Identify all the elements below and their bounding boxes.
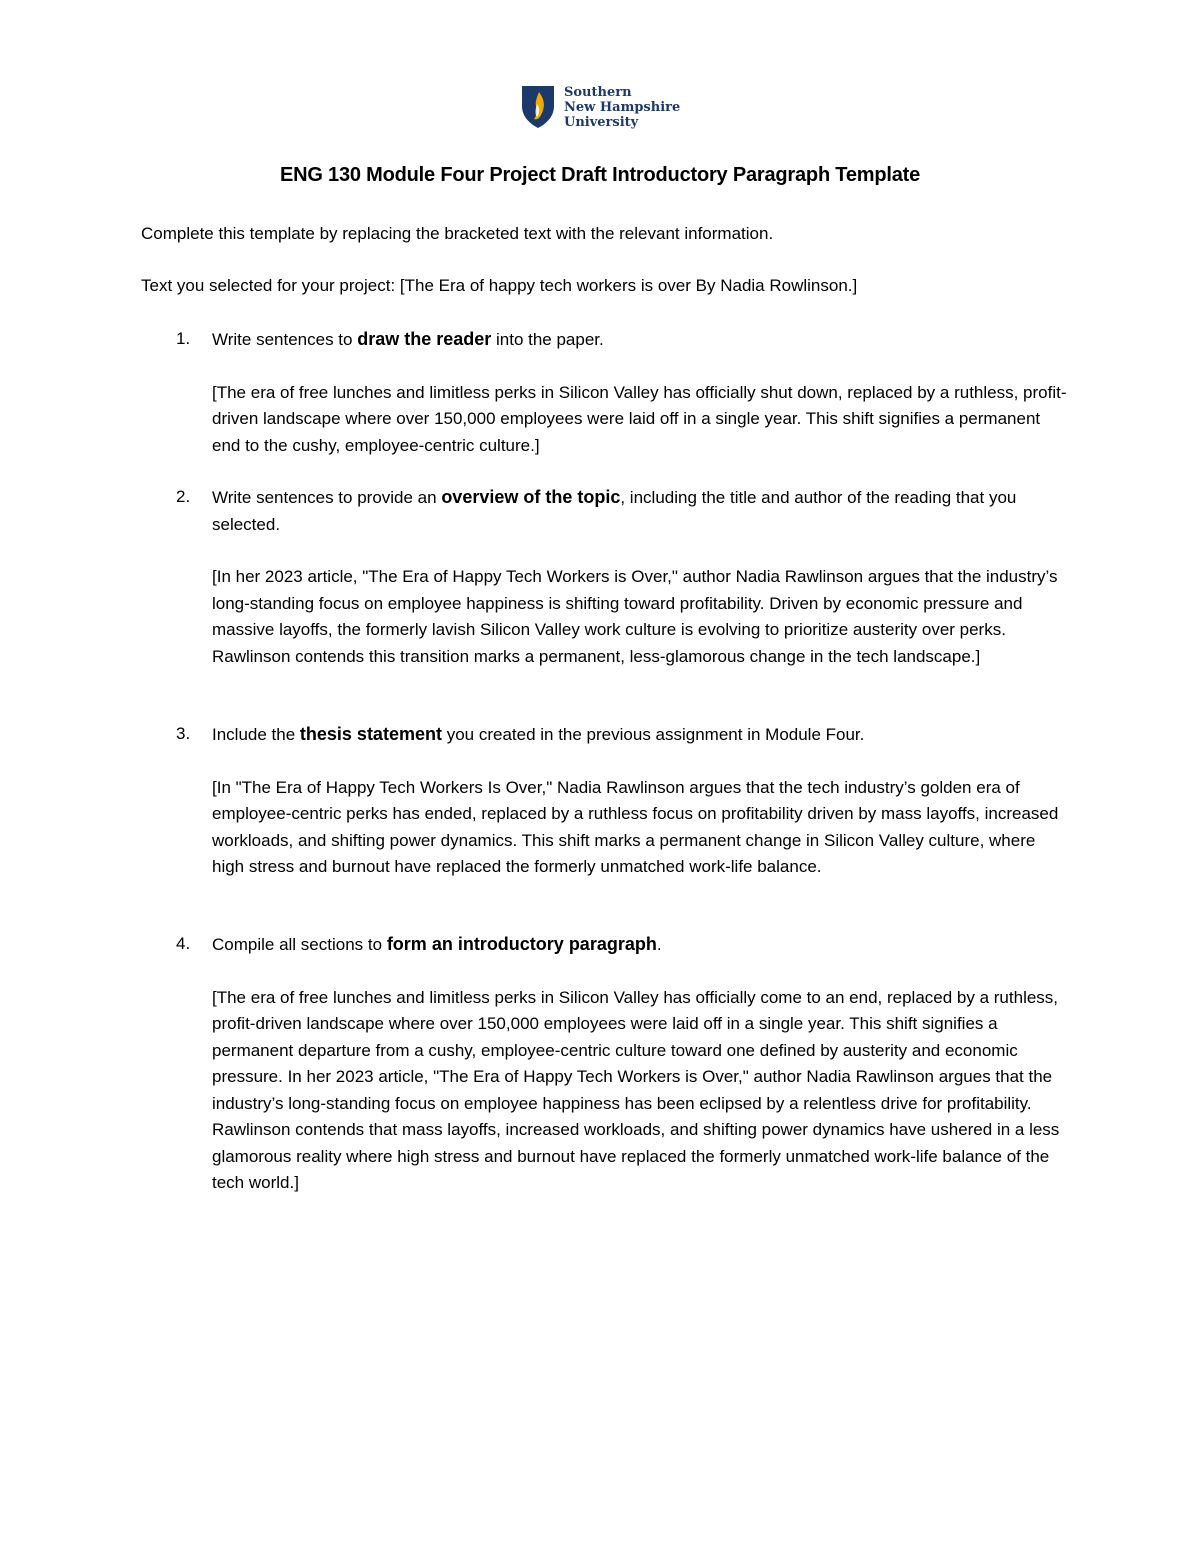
list-item-answer: [In her 2023 article, "The Era of Happy Tech Workers is Over," author Nadia Rawlinson argues that the industry’s long-standing focus on employee happiness is shifting toward profitability. Driven by economic pressure and massive layoffs, the formerly lavish Silicon Valley work culture is evolving to prioritize austerity over perks. Rawlinson contends this transition marks a permanent, less-glamorous change in the tech landscape.] — [212, 567, 1058, 666]
prompt-text: into the paper. — [491, 330, 604, 349]
list-item-answer: [In "The Era of Happy Tech Workers Is Over," Nadia Rawlinson argues that the tech industry’s golden era of employee-centric perks has ended, replaced by a ruthless focus on profitability driven by mass layoffs, increased workloads, and shifting power dynamics. This shift marks a permanent change in Silicon Valley culture, where high stress and burnout have replaced the formerly unmatched work-life balance. — [212, 777, 1059, 876]
text-selected-label: Text you selected for your project: — [141, 276, 396, 295]
prompt-emphasis: thesis statement — [299, 724, 442, 744]
prompt-text: Write sentences to — [212, 330, 358, 349]
prompt-text: Compile all sections to — [212, 935, 387, 954]
list-item-number: 1. — [176, 329, 191, 348]
prompt-text: , including the title and author of the reading that you selected. — [212, 488, 1017, 534]
text-selected-line — [141, 273, 857, 299]
list-item-answer: [The era of free lunches and limitless perks in Silicon Valley has officially come to an end, replaced by a ruthless, profit-driven landscape where over 150,000 employees were laid off in a single year. This shift signifies a permanent departure from a cushy, employee-centric culture toward one defined by austerity and economic pressure. In her 2023 article, "The Era of Happy Tech Workers is Over," author Nadia Rawlinson argues that the industry’s long-standing focus on employee happiness has been eclipsed by a relentless drive for profitability. Rawlinson contends that mass layoffs, increased workloads, and shifting power dynamics have ushered in a less glamorous reality where high stress and burnout have replaced the formerly unmatched work-life balance of the tech world.] — [212, 987, 1060, 1192]
list-item — [141, 721, 1071, 881]
prompt-emphasis: overview of the topic — [441, 487, 621, 507]
prompt-emphasis: form an introductory paragraph — [386, 934, 657, 954]
prompt-emphasis: draw the reader — [357, 329, 492, 349]
list-item-prompt — [212, 326, 1071, 354]
instructions-text: Complete this template by replacing the bracketed text with the relevant information. — [141, 224, 774, 243]
document-title: ENG 130 Module Four Project Draft Introductory Paragraph Template — [279, 164, 921, 186]
logo-line-1: Southern — [564, 84, 632, 100]
list-item-number: 4. — [176, 934, 191, 953]
list-item-prompt — [212, 931, 1071, 959]
logo-wordmark — [564, 85, 680, 130]
list-item-prompt — [212, 721, 1071, 749]
text-selected-value: [The Era of happy tech workers is over By Nadia Rowlinson.] — [395, 276, 858, 295]
list-item — [141, 484, 1071, 670]
list-item-prompt — [212, 484, 1071, 538]
prompt-text: you created in the previous assignment in Module Four. — [441, 725, 865, 744]
logo-line-3: University — [564, 114, 639, 130]
prompt-text: Write sentences to provide an — [212, 488, 442, 507]
prompt-text: Include the — [212, 725, 300, 744]
list-item-number: 2. — [176, 487, 191, 506]
snhu-logo — [520, 84, 680, 130]
shield-flame-icon — [520, 84, 556, 130]
list-item — [141, 326, 1071, 459]
list-item — [141, 931, 1071, 1197]
logo-line-2: New Hampshire — [564, 99, 681, 115]
prompt-text: . — [656, 935, 662, 954]
list-item-number: 3. — [176, 724, 191, 743]
list-item-answer: [The era of free lunches and limitless perks in Silicon Valley has officially shut down, replaced by a ruthless, profit-driven landscape where over 150,000 employees were laid off in a single year. This shift signifies a permanent end to the cushy, employee-centric culture.] — [212, 382, 1067, 455]
